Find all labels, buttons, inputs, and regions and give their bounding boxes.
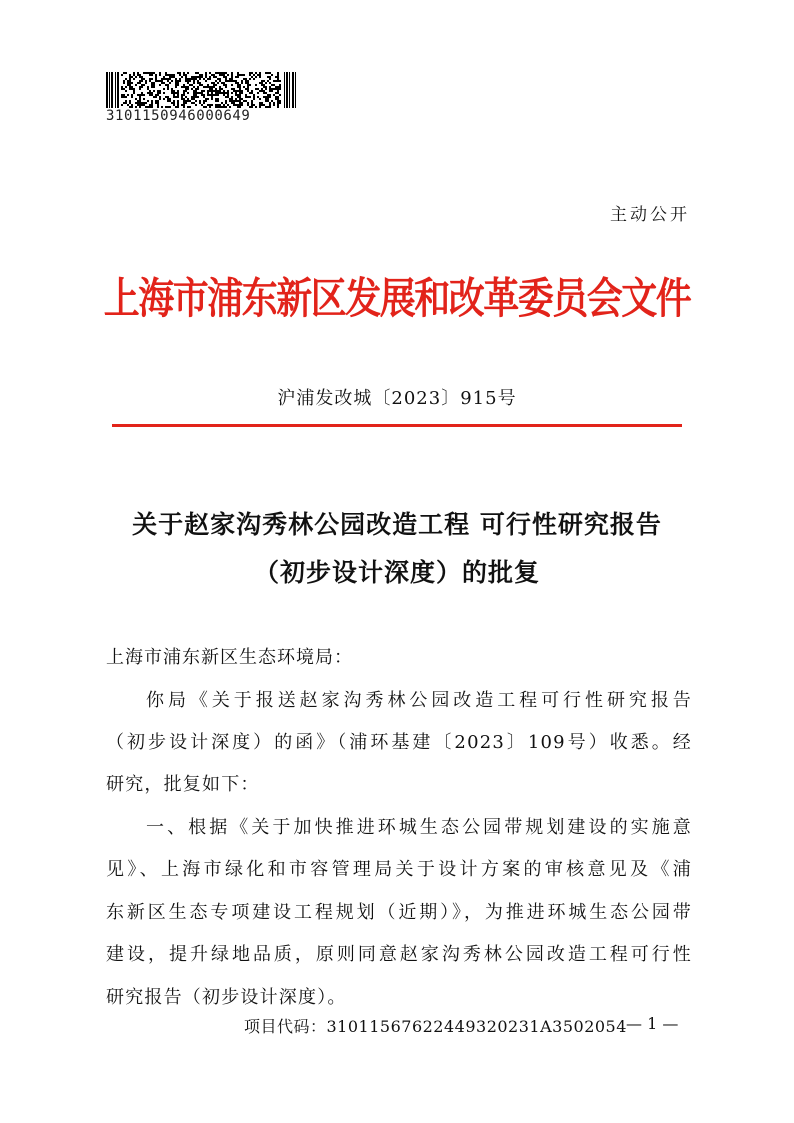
body-line: 见》、上海市绿化和市容管理局关于设计方案的审核意见及《浦 (106, 859, 692, 880)
document-title-line-2: （初步设计深度）的批复 (253, 558, 540, 587)
barcode-number: 3101150946000649 (106, 108, 251, 124)
document-title-line-1: 关于赵家沟秀林公园改造工程 可行性研究报告 (132, 510, 662, 539)
project-code: 项目代码：31011567622449320231A3502054 (244, 1017, 627, 1036)
page-number: — 1 — (626, 1014, 679, 1033)
body-line: 研究报告（初步设计深度）。 (106, 987, 347, 1008)
disclosure-label: 主动公开 (610, 205, 690, 225)
body-line: 东新区生态专项建设工程规划（近期）》，为推进环城生态公园带 (106, 902, 692, 923)
barcode-image (106, 72, 296, 108)
addressee: 上海市浦东新区生态环境局： (106, 647, 353, 668)
body-line: 建设，提升绿地品质，原则同意赵家沟秀林公园改造工程可行性 (106, 944, 692, 965)
document-number: 沪浦发改城〔2023〕915号 (277, 388, 517, 409)
red-divider (112, 424, 682, 427)
body-line: 研究，批复如下： (106, 774, 260, 795)
agency-title: 上海市浦东新区发展和改革委员会文件 (103, 274, 691, 324)
body-line: 你局《关于报送赵家沟秀林公园改造工程可行性研究报告 (146, 690, 692, 711)
body-line: （初步设计深度）的函》（浦环基建〔2023〕109号）收悉。经 (106, 732, 692, 753)
body-line: 一、根据《关于加快推进环城生态公园带规划建设的实施意 (146, 817, 692, 838)
